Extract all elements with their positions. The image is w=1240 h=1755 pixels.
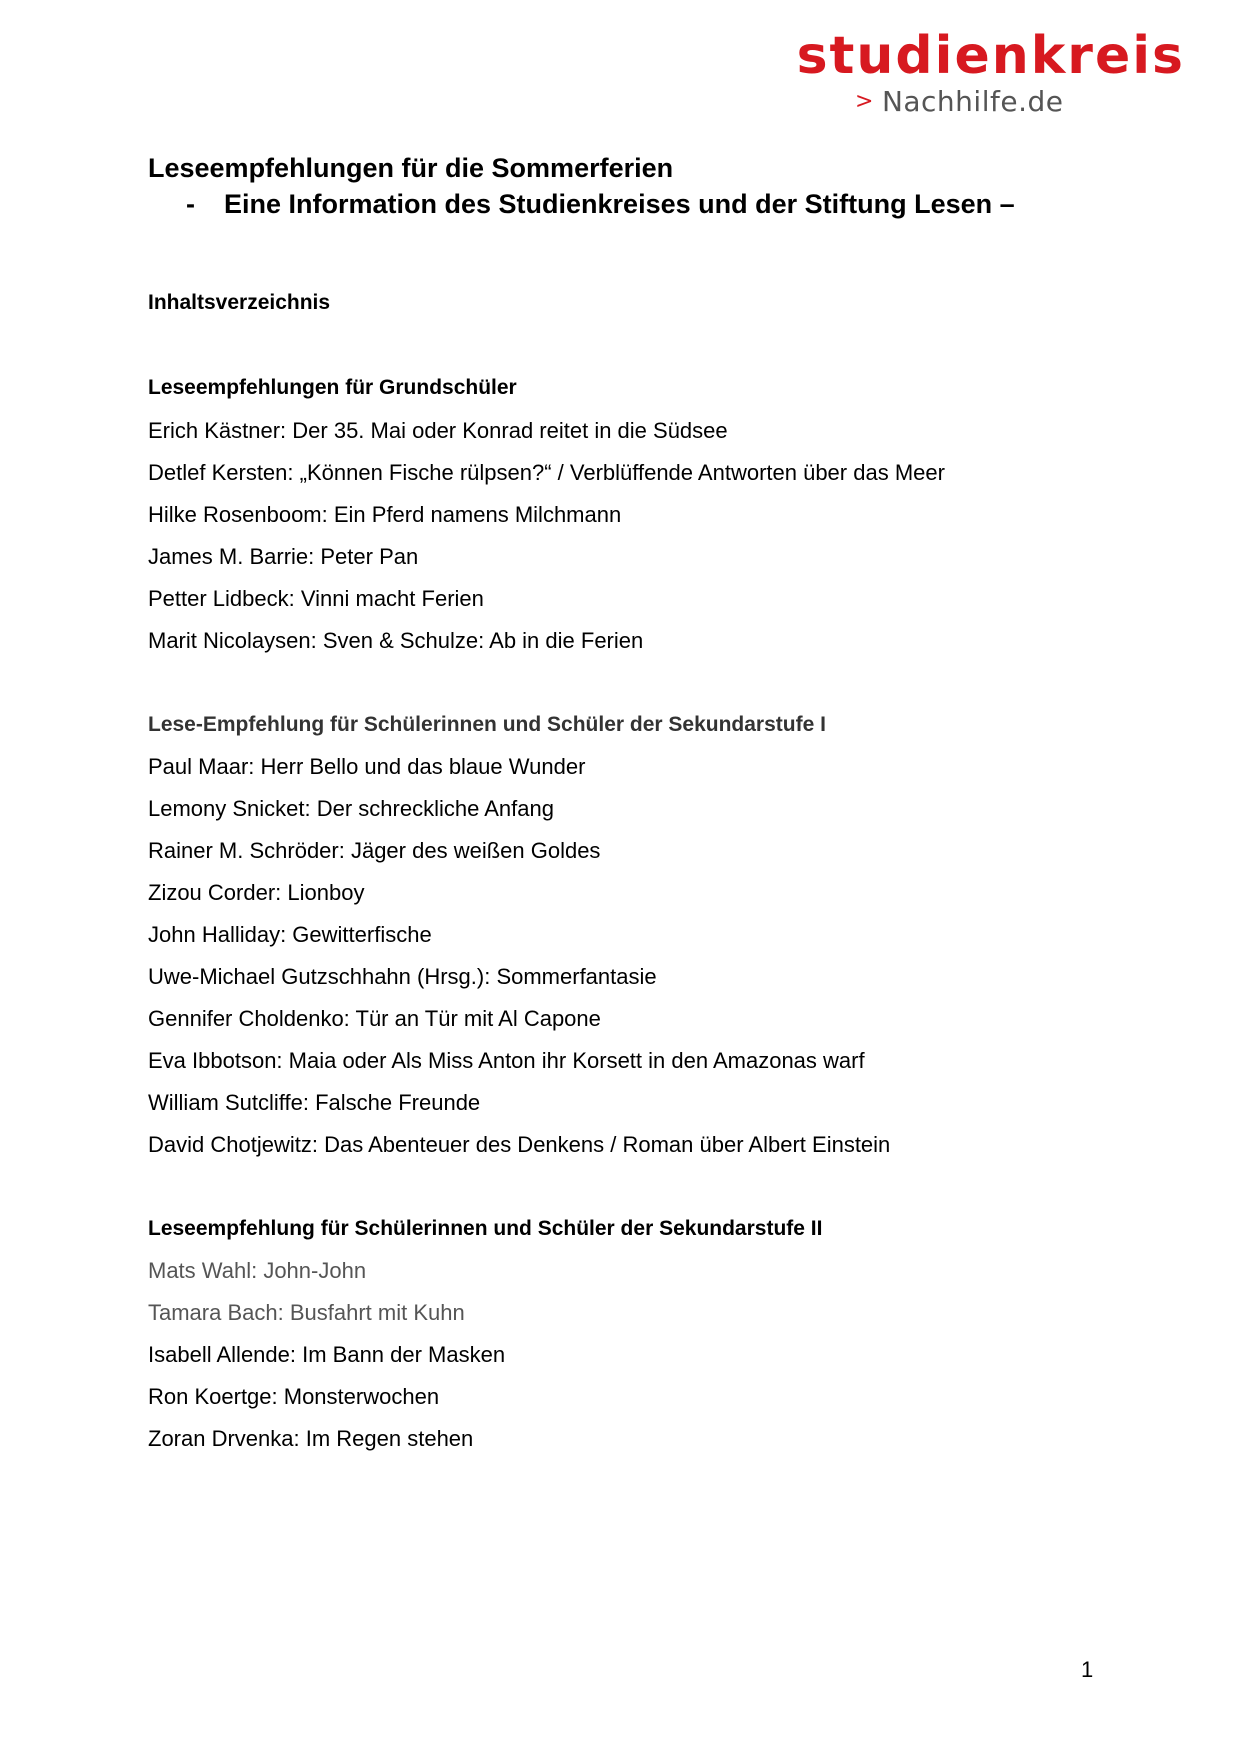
section-heading-grundschueler: Leseempfehlungen für Grundschüler — [148, 376, 517, 399]
list-item: Erich Kästner: Der 35. Mai oder Konrad reitet in die Südsee — [148, 418, 728, 443]
list-item: Uwe-Michael Gutzschhahn (Hrsg.): Sommerfantasie — [148, 964, 657, 989]
studienkreis-logo — [735, 28, 1185, 118]
list-item: Hilke Rosenboom: Ein Pferd namens Milchmann — [148, 502, 622, 527]
list-item: Marit Nicolaysen: Sven & Schulze: Ab in die Ferien — [148, 628, 644, 653]
section-heading-sekundarstufe-2: Leseempfehlung für Schülerinnen und Schüler der Sekundarstufe II — [148, 1217, 823, 1240]
list-item: Lemony Snicket: Der schreckliche Anfang — [148, 796, 554, 821]
subtitle-dash: - — [186, 189, 195, 219]
section-heading-sekundarstufe-1: Lese-Empfehlung für Schülerinnen und Schüler der Sekundarstufe I — [148, 713, 826, 736]
list-item: Paul Maar: Herr Bello und das blaue Wunder — [148, 754, 586, 779]
document-title: Leseempfehlungen für die Sommerferien — [148, 153, 674, 183]
page-number: 1 — [1081, 1657, 1094, 1682]
list-item: Tamara Bach: Busfahrt mit Kuhn — [148, 1300, 465, 1325]
list-item: Ron Koertge: Monsterwochen — [148, 1384, 440, 1409]
list-item: Zoran Drvenka: Im Regen stehen — [148, 1426, 474, 1451]
list-item: Detlef Kersten: „Können Fische rülpsen?“ / Verblüffende Antworten über das Meer — [148, 460, 945, 485]
list-item: Gennifer Choldenko: Tür an Tür mit Al Capone — [148, 1006, 601, 1031]
list-item: Eva Ibbotson: Maia oder Als Miss Anton ihr Korsett in den Amazonas warf — [148, 1048, 865, 1073]
list-item: Rainer M. Schröder: Jäger des weißen Goldes — [148, 838, 601, 863]
logo-subline — [855, 85, 1063, 122]
list-item: Zizou Corder: Lionboy — [148, 880, 365, 905]
list-item: Isabell Allende: Im Bann der Masken — [148, 1342, 506, 1367]
document-subtitle — [186, 186, 1015, 222]
list-item: James M. Barrie: Peter Pan — [148, 544, 419, 569]
logo-arrow-icon: > — [855, 89, 874, 114]
subtitle-text: Eine Information des Studienkreises und der Stiftung Lesen – — [224, 189, 1015, 219]
list-item: David Chotjewitz: Das Abenteuer des Denkens / Roman über Albert Einstein — [148, 1132, 891, 1157]
list-item: Mats Wahl: John-John — [148, 1258, 367, 1283]
toc-heading: Inhaltsverzeichnis — [148, 291, 331, 314]
list-item: William Sutcliffe: Falsche Freunde — [148, 1090, 481, 1115]
list-item: Petter Lidbeck: Vinni macht Ferien — [148, 586, 484, 611]
logo-wordmark: studienkreis — [796, 26, 1185, 86]
list-item: John Halliday: Gewitterfische — [148, 922, 432, 947]
logo-sub-text: Nachhilfe.de — [881, 85, 1064, 118]
